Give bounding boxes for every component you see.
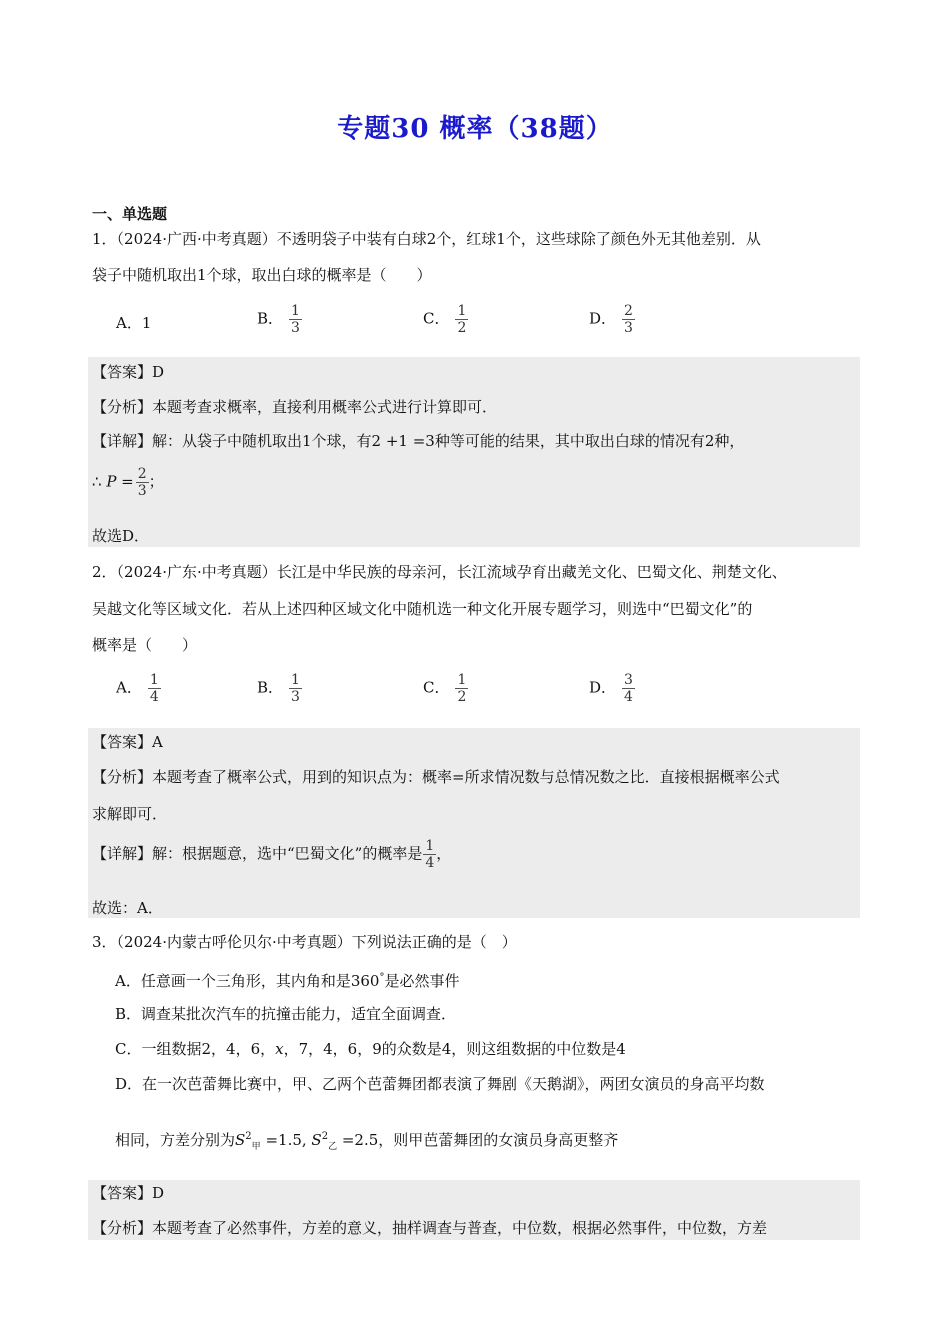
q3-stem: 3．（2024·内蒙古呼伦贝尔·中考真题）下列说法正确的是（ ） (92, 933, 517, 951)
fraction: $\frac{1}{4}$ (425, 838, 435, 871)
q2-choose: 故选：A． (92, 899, 163, 917)
q1-solution-box (88, 357, 860, 547)
q1-stem-line1: 1．（2024·广西·中考真题）不透明袋子中装有白球2个，红球1个，这些球除了颜色外无其他差别．从 (92, 230, 761, 248)
q1-detail: 【详解】解：从袋子中随机取出1个球，有2 +1 =3种等可能的结果，其中取出白球的情况有2种， (92, 432, 745, 450)
q2-option-d: D． $\frac{3}{4}$ (589, 672, 633, 705)
fraction: $\frac{2}{3}$ (624, 303, 633, 336)
q2-answer: 【答案】A (92, 733, 163, 751)
q2-solution-box (88, 728, 860, 918)
section-heading: 一、单选题 (92, 205, 168, 223)
fraction: $\frac{3}{4}$ (624, 672, 633, 705)
q1-answer: 【答案】D (92, 363, 165, 381)
fraction: $\frac{1}{3}$ (291, 303, 300, 336)
q1-option-a: A．1 (116, 314, 152, 332)
q3-option-d-line1: D．在一次芭蕾舞比赛中，甲、乙两个芭蕾舞团都表演了舞剧《天鹅湖》，两团女演员的身高平均数 (115, 1075, 765, 1093)
q1-option-d: D． $\frac{2}{3}$ (589, 303, 633, 336)
q1-option-b: B． $\frac{1}{3}$ (257, 303, 300, 336)
page-title: 专题30 概率（38题） (337, 114, 613, 144)
q1-formula: ∴ P = $\frac{2}{3}$ ； (92, 466, 164, 499)
q1-choose: 故选D． (92, 527, 150, 545)
q2-option-c: C． $\frac{1}{2}$ (423, 672, 467, 705)
fraction: $\frac{1}{3}$ (291, 672, 300, 705)
fraction: $\frac{1}{4}$ (149, 672, 159, 705)
q3-option-d-line2: 相同，方差分别为$S^2_甲 =1.5$, $S^2_乙 =2.5$，则甲芭蕾舞团的女演员身高更整齐 (115, 1131, 619, 1152)
q3-option-a: A．任意画一个三角形，其内角和是360°是必然事件 (115, 972, 460, 990)
fraction: $\frac{1}{2}$ (457, 672, 467, 705)
q3-analysis: 【分析】本题考查了必然事件，方差的意义，抽样调查与普查，中位数，根据必然事件，中位数，方差 (92, 1219, 768, 1237)
q2-analysis-line2: 求解即可． (92, 805, 168, 823)
fraction: $\frac{1}{2}$ (457, 303, 467, 336)
fraction: $\frac{2}{3}$ (137, 466, 147, 499)
q2-option-b: B． $\frac{1}{3}$ (257, 672, 300, 705)
q2-stem-line2: 吴越文化等区域文化．若从上述四种区域文化中随机选一种文化开展专题学习，则选中“巴蜀文化”的 (92, 600, 753, 618)
q2-analysis-line1: 【分析】本题考查了概率公式，用到的知识点为：概率=所求情况数与总情况数之比．直接根据概率公式 (92, 768, 780, 786)
q1-option-c: C． $\frac{1}{2}$ (423, 303, 467, 336)
q2-detail: 【详解】解：根据题意，选中“巴蜀文化”的概率是 $\frac{1}{4}$ ， (92, 838, 452, 871)
q1-stem-line2: 袋子中随机取出1个球，取出白球的概率是（ ） (92, 266, 432, 284)
q1-analysis: 【分析】本题考查求概率，直接利用概率公式进行计算即可． (92, 398, 498, 416)
q2-stem-line1: 2．（2024·广东·中考真题）长江是中华民族的母亲河，长江流域孕育出藏羌文化、巴蜀文化、荆楚文化、 (92, 563, 787, 581)
q3-option-b: B．调查某批次汽车的抗撞击能力，适宜全面调查． (115, 1005, 457, 1023)
q3-answer: 【答案】D (92, 1184, 165, 1202)
q2-stem-line3: 概率是（ ） (92, 636, 198, 654)
q2-option-a: A． $\frac{1}{4}$ (116, 672, 159, 705)
q3-option-c: C．一组数据2，4，6，x，7，4，6，9的众数是4，则这组数据的中位数是4 (115, 1040, 626, 1058)
